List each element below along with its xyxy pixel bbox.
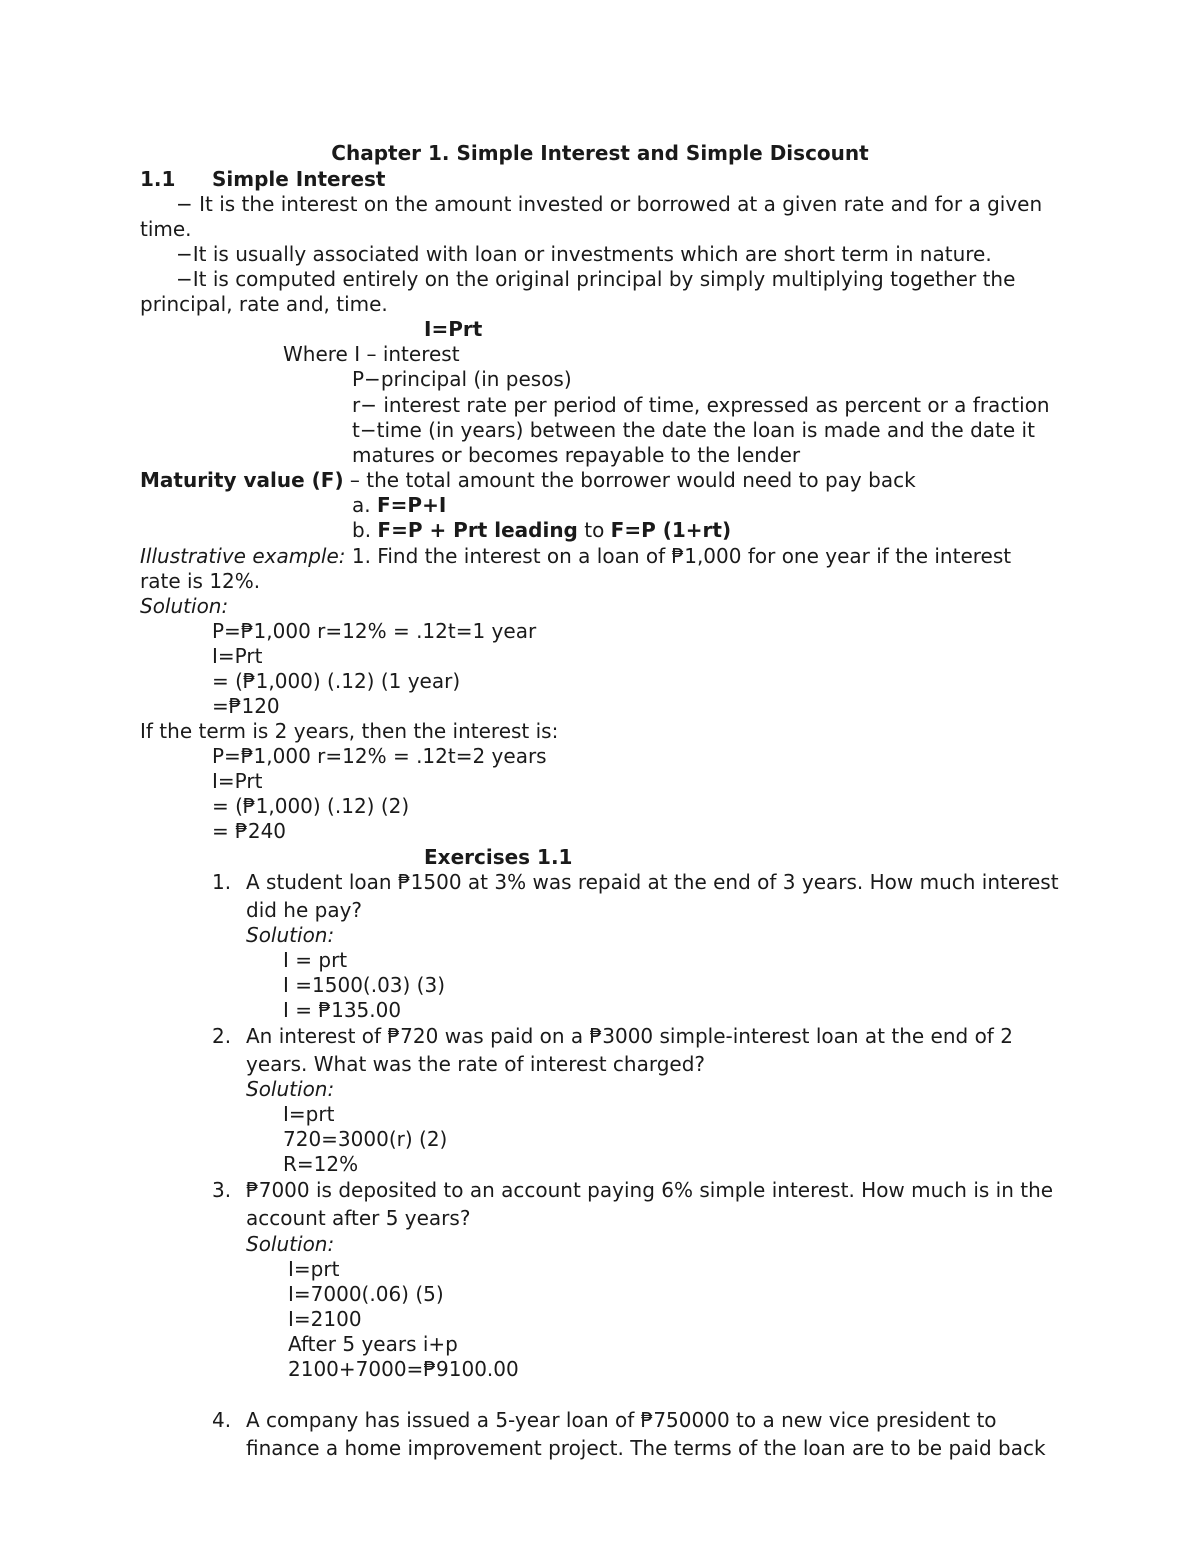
maturity-text: – the total amount the borrower would need to pay back — [343, 468, 916, 492]
if-term-line: If the term is 2 years, then the interest is: — [140, 719, 559, 743]
exercise-number: 2. — [212, 1024, 232, 1048]
definition-line: −It is usually associated with loan or investments which are short term in nature. — [176, 242, 992, 266]
solution-line: I=Prt — [212, 644, 263, 668]
example-text: 1. Find the interest on a loan of ₱1,000 for one year if the interest — [345, 544, 1012, 568]
definition-line: principal, rate and, time. — [140, 292, 388, 316]
exercise-text: finance a home improvement project. The terms of the loan are to be paid back — [246, 1436, 1046, 1460]
main-formula: I=Prt — [424, 317, 483, 341]
definition-line: time. — [140, 217, 192, 241]
exercises-heading: Exercises 1.1 — [424, 845, 573, 869]
solution-line: = ₱240 — [212, 819, 287, 843]
section-heading: Simple Interest — [212, 167, 386, 191]
example-label: Illustrative example: — [140, 544, 346, 568]
where-line: t−time (in years) between the date the loan is made and the date it — [352, 418, 1035, 442]
solution-line: P=₱1,000 r=12% = .12t=2 years — [212, 744, 547, 768]
exercise-text: ₱7000 is deposited to an account paying 6% simple interest. How much is in the — [246, 1178, 1054, 1202]
maturity-line — [140, 468, 916, 493]
example-line — [140, 544, 1011, 569]
solution-line: I=prt — [288, 1257, 340, 1281]
where-line: Where I – interest — [283, 342, 460, 366]
exercise-text: A company has issued a 5-year loan of ₱750000 to a new vice president to — [246, 1408, 997, 1432]
exercise-text: did he pay? — [246, 898, 363, 922]
example-line: rate is 12%. — [140, 569, 261, 593]
definition-line: − It is the interest on the amount invested or borrowed at a given rate and for a given — [176, 192, 1043, 216]
exercise-text: An interest of ₱720 was paid on a ₱3000 simple-interest loan at the end of 2 — [246, 1024, 1013, 1048]
exercise-text: years. What was the rate of interest charged? — [246, 1052, 706, 1076]
solution-line: =₱120 — [212, 694, 280, 718]
exercise-number: 4. — [212, 1408, 232, 1432]
definition-line: −It is computed entirely on the original principal by simply multiplying together the — [176, 267, 1016, 291]
solution-label: Solution: — [246, 923, 335, 947]
maturity-label: Maturity value (F — [140, 468, 335, 492]
solution-line: = (₱1,000) (.12) (1 year) — [212, 669, 461, 693]
solution-line: I = ₱135.00 — [283, 998, 402, 1022]
chapter-title: Chapter 1. Simple Interest and Simple Discount — [331, 141, 869, 165]
solution-line: I=2100 — [288, 1307, 362, 1331]
solution-label: Solution: — [246, 1232, 335, 1256]
section-number: 1.1 — [140, 167, 176, 191]
solution-line: I = prt — [283, 948, 348, 972]
solution-line: 720=3000(r) (2) — [283, 1127, 448, 1151]
where-line: r− interest rate per period of time, expressed as percent or a fraction — [352, 393, 1050, 417]
solution-line: R=12% — [283, 1152, 359, 1176]
solution-line: I=Prt — [212, 769, 263, 793]
exercise-text: A student loan ₱1500 at 3% was repaid at the end of 3 years. How much interest — [246, 870, 1059, 894]
solution-line: I =1500(.03) (3) — [283, 973, 446, 997]
maturity-formula-b: b. F=P + Prt leading to F=P (1+rt) — [352, 518, 732, 542]
solution-line: I=prt — [283, 1102, 335, 1126]
exercise-text: account after 5 years? — [246, 1206, 471, 1230]
where-line: P−principal (in pesos) — [352, 367, 572, 391]
exercise-number: 3. — [212, 1178, 232, 1202]
solution-line: 2100+7000=₱9100.00 — [288, 1357, 519, 1381]
solution-label: Solution: — [246, 1077, 335, 1101]
exercise-number: 1. — [212, 870, 232, 894]
solution-line: = (₱1,000) (.12) (2) — [212, 794, 410, 818]
maturity-close: ) — [334, 468, 344, 492]
solution-line: P=₱1,000 r=12% = .12t=1 year — [212, 619, 537, 643]
maturity-formula-a: a. F=P+I — [352, 493, 447, 517]
solution-line: After 5 years i+p — [288, 1332, 458, 1356]
where-line: matures or becomes repayable to the lender — [352, 443, 801, 467]
solution-line: I=7000(.06) (5) — [288, 1282, 444, 1306]
solution-label: Solution: — [140, 594, 229, 618]
